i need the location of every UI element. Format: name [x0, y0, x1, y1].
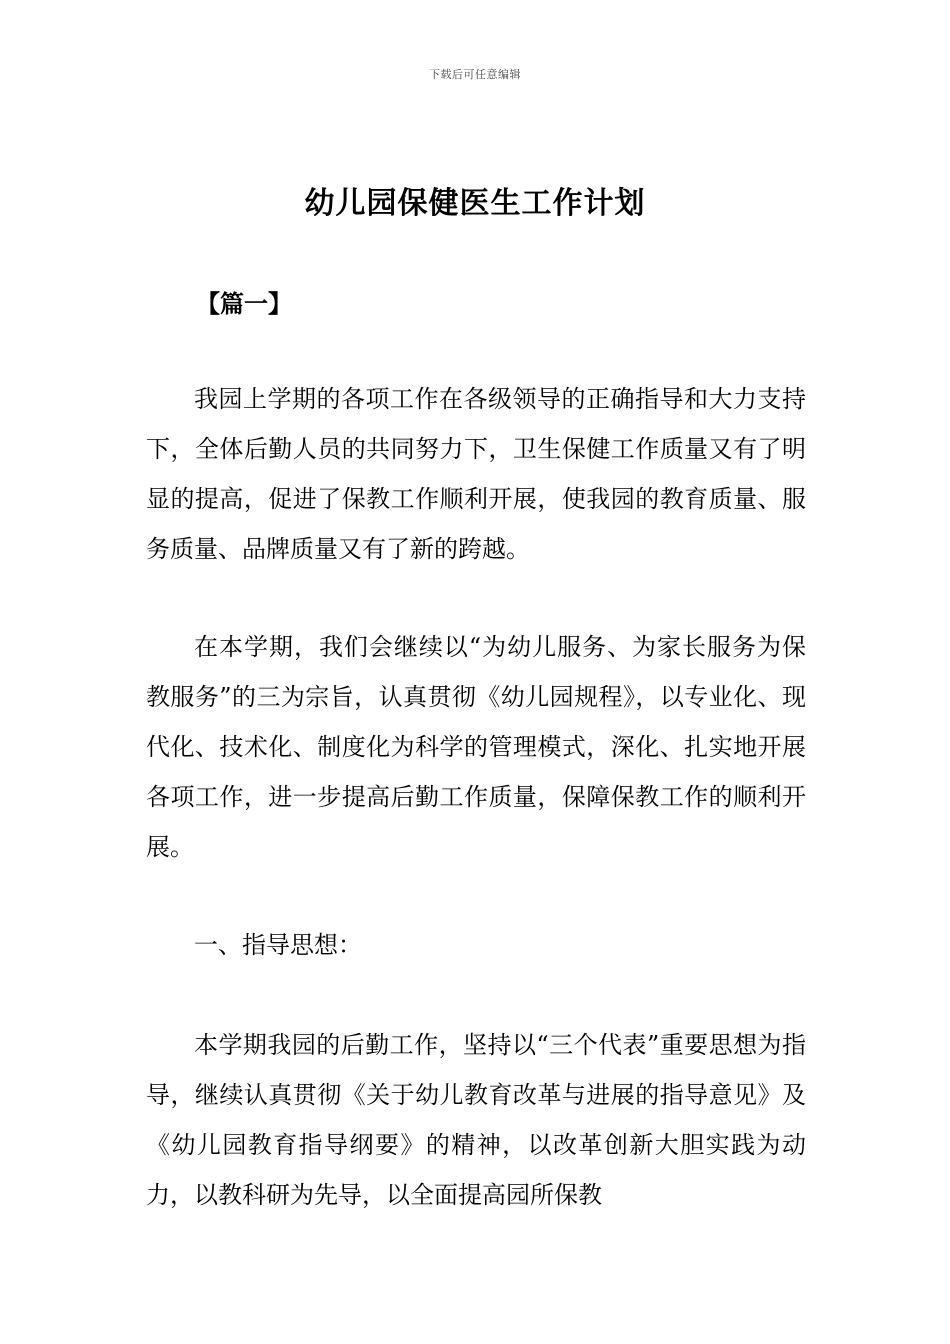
- body-paragraph-1: [146, 374, 806, 574]
- body-paragraph-2: [146, 622, 806, 872]
- section-label: 【篇一】: [196, 289, 292, 318]
- header-note: 下载后可任意编辑: [429, 68, 521, 81]
- paragraph-text: 在本学期，我们会继续以“为幼儿服务、为家长服务为保教服务”的三为宗旨，认真贯彻《幼儿园规程》，以专业化、现代化、技术化、制度化为科学的管理模式，深化、扎实地开展各项工作，进一步提高后勤工作质量，保障保教工作的顺利开展。: [146, 633, 806, 861]
- paragraph-text: 我园上学期的各项工作在各级领导的正确指导和大力支持下，全体后勤人员的共同努力下，卫生保健工作质量又有了明显的提高，促进了保教工作顺利开展，使我园的教育质量、服务质量、品牌质量又有了新的跨越。: [146, 385, 806, 563]
- heading-text: 一、指导思想：: [194, 931, 362, 959]
- body-paragraph-3: [146, 1020, 806, 1220]
- section-heading-guiding-ideology: [146, 920, 806, 970]
- document-title: 幼儿园保健医生工作计划: [304, 186, 646, 221]
- paragraph-text: 本学期我园的后勤工作，坚持以“三个代表”重要思想为指导，继续认真贯彻《关于幼儿教育改革与进展的指导意见》及《幼儿园教育指导纲要》的精神，以改革创新大胆实践为动力，以教科研为先导，以全面提高园所保教: [146, 1031, 806, 1209]
